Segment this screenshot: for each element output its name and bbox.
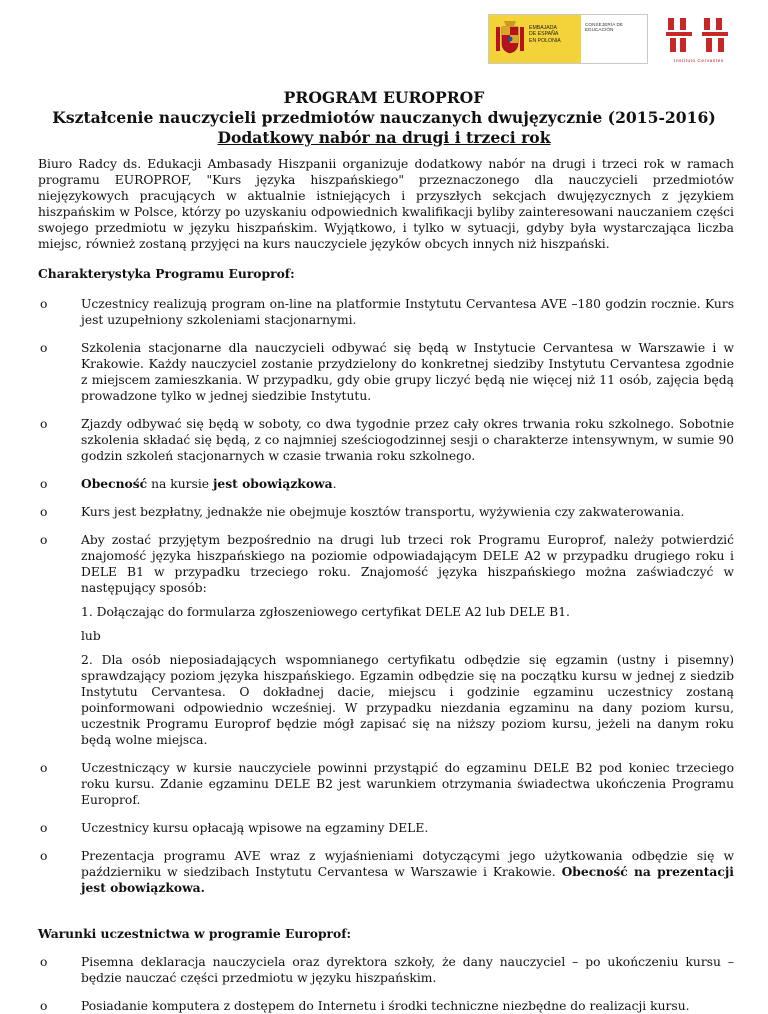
document-titles [0, 88, 768, 148]
list-item: o Prezentacja programu AVE wraz z wyjaśnieniami dotyczącymi jego użytkowania odbędzie się w październiku w siedzibach Instytutu Cervantesa w Warszawie i Krakowie. Obecność na prezentacji jest obowiązkowa. [40, 849, 734, 895]
bullet-icon: o [40, 477, 48, 491]
document-body [38, 156, 734, 1014]
consejeria-label: CONSEJERÍA DE EDUCACIÓN [585, 22, 624, 32]
option-or: lub [81, 629, 101, 643]
bullet-icon: o [40, 821, 48, 835]
list-item: o Zjazdy odbywać się będą w soboty, co dwa tygodnie przez cały okres trwania roku szkolnego. Sobotnie szkolenia składać się będą, z co najmniej sześciogodzinnej sesji o charakterze intensywnym, w sumie 90 godzin szkoleń stacjonarnych w czasie trwania roku szkolnego. [40, 417, 734, 463]
list-item: o Obecność na kursie jest obowiązkowa. [40, 476, 337, 491]
list-item: o Uczestnicy kursu opłacają wpisowe na egzaminy DELE. [40, 821, 429, 835]
intro-paragraph: Biuro Radcy ds. Edukacji Ambasady Hiszpanii organizuje dodatkowy nabór na drugi i trzeci rok w ramach programu EUROPROF, "Kurs języka hiszpańskiego" przeznaczonego dla nauczycieli przedmiotów niejęzykowych pracujących w aktualnie istniejących i przyszłych sekcjach dwujęzycznych z językiem hiszpańskim w Polsce, którzy po uzyskaniu odpowiednich kwalifikacji byliby zainteresowani nauczaniem części swojego przedmiotu w języku hiszpańskim. Wyjątkowo, i tylko w sytuacji, gdyby była wystarczająca liczba miejsc, również zostaną przyjęci na kurs nauczyciele języków obcych innych niż hiszpański. [38, 157, 734, 251]
bullet-icon: o [40, 999, 48, 1013]
recruitment-title: Dodatkowy nabór na drugi i trzeci rok [217, 128, 551, 147]
bullet-icon: o [40, 533, 48, 547]
bullet-icon: o [40, 505, 48, 519]
list-item: o Kurs jest bezpłatny, jednakże nie obejmuje kosztów transportu, wyżywienia czy zakwaterowania. [40, 505, 685, 519]
cervantes-label: Instituto Cervantes [674, 58, 724, 63]
section-heading-characteristics: Charakterystyka Programu Europrof: [38, 266, 295, 281]
list-item: o Uczestnicy realizują program on-line na platformie Instytutu Cervantesa AVE –180 godzin rocznie. Kurs jest uzupełniony szkoleniami stacjonarnymi. [40, 297, 734, 327]
bullet-icon: o [40, 341, 48, 355]
conditions-list [38, 954, 734, 1014]
section-heading-conditions: Warunki uczestnictwa w programie Europrof: [38, 926, 352, 941]
list-item: o Pisemna deklaracja nauczyciela oraz dyrektora szkoły, że dany nauczyciel – po ukończeniu kursu – będzie nauczać części przedmiotu w języku hiszpańskim. [40, 955, 734, 985]
instituto-cervantes-logo [660, 14, 738, 64]
cervantes-mark-icon [660, 14, 738, 56]
bullet-icon: o [40, 955, 48, 969]
option-1: 1. Dołączając do formularza zgłoszeniowego certyfikat DELE A2 lub DELE B1. [81, 605, 570, 619]
list-item: o Posiadanie komputera z dostępem do Internetu i środki techniczne niezbędne do realizacji kursu. [40, 999, 690, 1013]
list-item: o Aby zostać przyjętym bezpośrednio na drugi lub trzeci rok Programu Europrof, należy potwierdzić znajomość języka hiszpańskiego na poziomie odpowiadającym DELE A2 w przypadku drugiego roku i DELE B1 w przypadku trzeciego roku. Znajomość języka hiszpańskiego można zaświadczyć w następujący sposób: 1. Dołączając do formularza zgłoszeniowego certyfikat DELE A2 lub DELE B1. lub 2. Dla osób nieposiadających wspomnianego certyfikatu odbędzie się egzamin (ustny i pisemny) sprawdzający poziom języka hiszpańskiego. Egzamin odbędzie się na początku kursu w jednej z siedzib Instytutu Cervantesa. O dokładnej dacie, miejscu i godzinie egzaminu uczestnicy zostaną poinformowani odpowiednio wcześniej. W przypadku niezdania egzaminu na dany poziom kursu, uczestnik Programu Europrof będzie mógł zapisać się na niższy poziom kursu, jeżeli na danym roku będą wolne miejsca. [40, 533, 734, 747]
list-item: o Szkolenia stacjonarne dla nauczycieli odbywać się będą w Instytucie Cervantesa w Warszawie i w Krakowie. Każdy nauczyciel zostanie przydzielony do konkretnej siedziby Instytutu Cervantesa zgodnie z miejscem zamieszkania. W przypadku, gdy obie grupy liczyć będą nie więcej niż 11 osób, zajęcia będą prowadzone tylko w jednej siedzibie Instytutu. [40, 341, 734, 403]
list-item: o Uczestniczący w kursie nauczyciele powinni przystąpić do egzaminu DELE B2 pod koniec trzeciego roku kursu. Zdanie egzaminu DELE B2 jest warunkiem otrzymania świadectwa ukończenia Programu Europrof. [40, 761, 734, 807]
program-title: PROGRAM EUROPROF [283, 88, 485, 107]
bullet-icon: o [40, 761, 48, 775]
bullet-icon: o [40, 297, 48, 311]
embajada-logo: EMBAJADA DE ESPAÑA EN POLONIA CONSEJERÍA DE EDUCACIÓN [488, 14, 648, 64]
program-subtitle: Kształcenie nauczycieli przedmiotów nauczanych dwujęzycznie (2015-2016) [52, 108, 716, 127]
coat-of-arms-icon [495, 19, 525, 59]
characteristics-list [38, 296, 734, 896]
bullet-icon: o [40, 849, 48, 863]
option-2: 2. Dla osób nieposiadających wspomnianego certyfikatu odbędzie się egzamin (ustny i pisemny) sprawdzający poziom języka hiszpańskiego. Egzamin odbędzie się na początku kursu w jednej z siedzib Instytutu Cervantesa. O dokładnej dacie, miejscu i godzinie egzaminu uczestnicy zostaną poinformowani odpowiednio wcześniej. W przypadku niezdania egzaminu na dany poziom kursu, uczestnik Programu Europrof będzie mógł zapisać się na niższy poziom kursu, jeżeli na danym roku będą wolne miejsca. [81, 653, 734, 747]
bullet-icon: o [40, 417, 48, 431]
